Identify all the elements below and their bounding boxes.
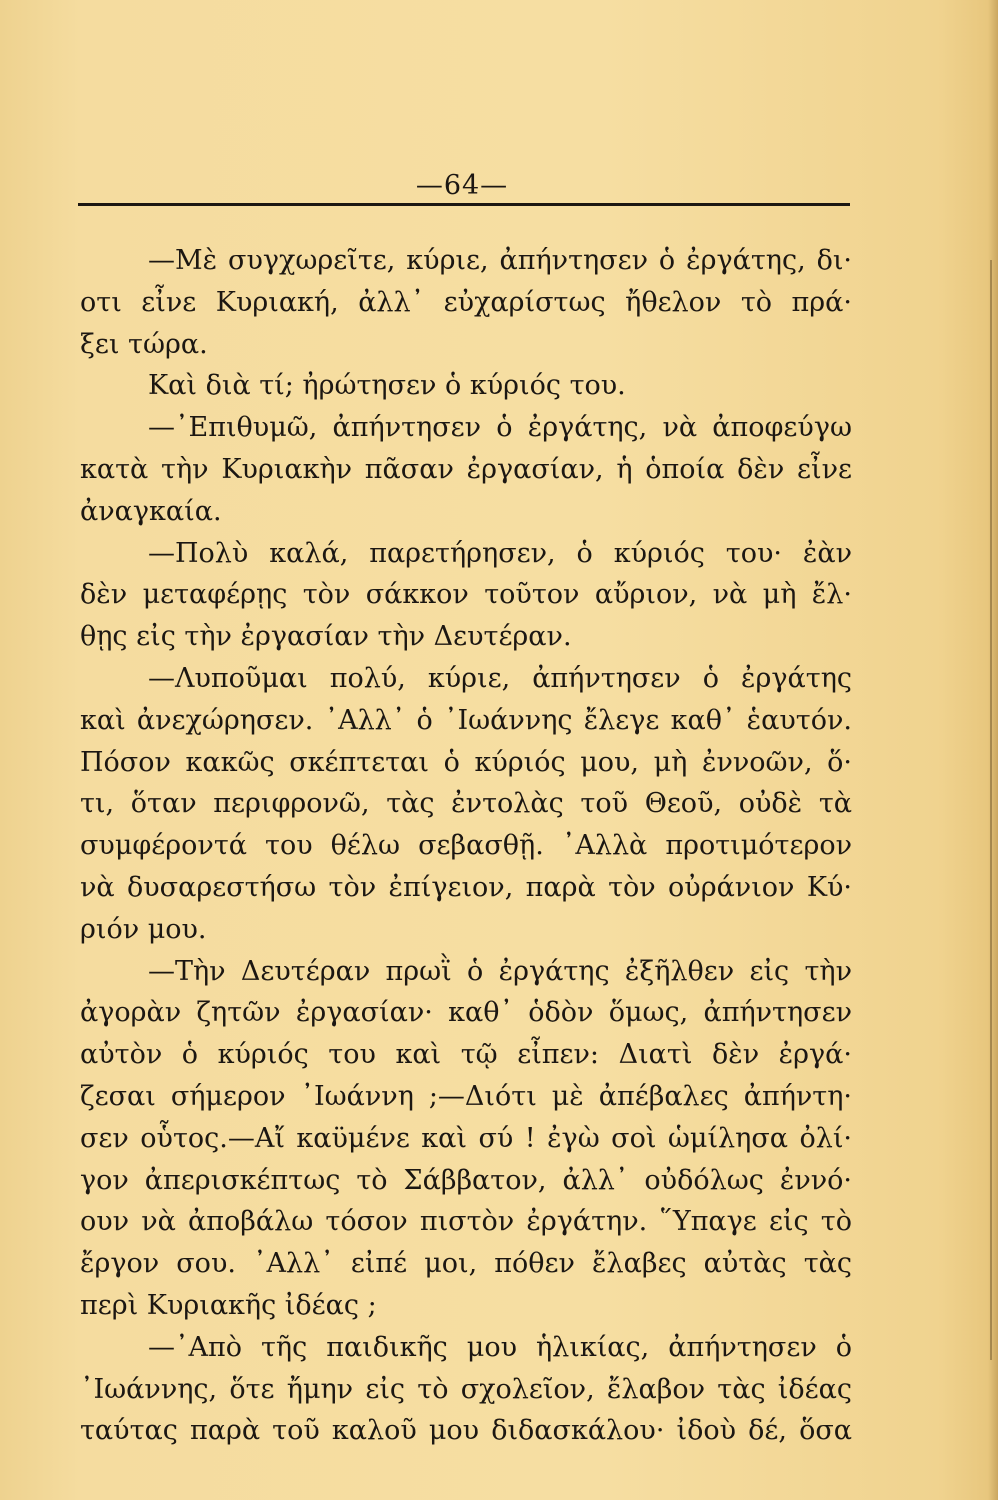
- text-line: συμφέροντά του θέλω σεβασθῇ. ᾽Αλλὰ προτιμότερον: [80, 830, 852, 862]
- text-line: —Μὲ συγχωρεῖτε, κύριε, ἀπήντησεν ὁ ἐργάτης, δι·: [148, 245, 852, 276]
- text-line: ουν νὰ ἀποβάλω τόσον πιστὸν ἐργάτην. ῞Υπαγε εἰς τὸ: [80, 1206, 852, 1238]
- text-line: ταύτας παρὰ τοῦ καλοῦ μου διδασκάλου· ἰδοὺ δέ, ὅσα: [80, 1415, 852, 1447]
- text-line: αὐτὸν ὁ κύριός του καὶ τῷ εἶπεν: Διατὶ δὲν ἐργά·: [80, 1039, 852, 1071]
- text-line: Πόσον κακῶς σκέπτεται ὁ κύριός μου, μὴ ἐννοῶν, ὅ·: [80, 746, 852, 778]
- text-line: ἀγορὰν ζητῶν ἐργασίαν· καθ᾽ ὁδὸν ὅμως, ἀπήντησεν: [80, 997, 852, 1029]
- text-line: —᾽Απὸ τῆς παιδικῆς μου ἡλικίας, ἀπήντησεν ὁ: [148, 1331, 852, 1363]
- text-line: ᾽Ιωάννης, ὅτε ἤμην εἰς τὸ σχολεῖον, ἔλαβον τὰς ἰδέας: [80, 1373, 852, 1405]
- text-line: ἀναγκαία.: [80, 495, 222, 527]
- text-line: —Λυποῦμαι πολύ, κύριε, ἀπήντησεν ὁ ἐργάτης: [148, 662, 852, 694]
- text-line: Καὶ διὰ τί; ἠρώτησεν ὁ κύριός του.: [148, 370, 626, 402]
- text-line: τι, ὅταν περιφρονῶ, τὰς ἐντολὰς τοῦ Θεοῦ, οὐδὲ τὰ: [80, 788, 852, 820]
- page-edge-line: [990, 260, 992, 1360]
- header-rule: [78, 203, 850, 206]
- text-line: οτι εἶνε Κυριακή, ἀλλ᾽ εὐχαρίστως ἤθελον τὸ πρά·: [80, 286, 852, 318]
- text-line: κατὰ τὴν Κυριακὴν πᾶσαν ἐργασίαν, ἡ ὁποία δὲν εἶνε: [80, 453, 852, 485]
- text-line: ριόν μου.: [80, 913, 207, 945]
- text-line: ἔργον σου. ᾽Αλλ᾽ εἰπέ μοι, πόθεν ἔλαβες αὐτὰς τὰς: [80, 1248, 852, 1280]
- text-line: ξει τώρα.: [80, 328, 208, 360]
- text-line: γον ἀπερισκέπτως τὸ Σάββατον, ἀλλ᾽ οὐδόλως ἐννό·: [80, 1164, 852, 1196]
- text-line: —Τὴν Δευτέραν πρωῒ ὁ ἐργάτης ἐξῆλθεν εἰς τὴν: [148, 955, 852, 987]
- text-line: θῃς εἰς τὴν ἐργασίαν τὴν Δευτέραν.: [80, 621, 572, 653]
- text-line: περὶ Κυριακῆς ἰδέας ;: [80, 1289, 377, 1321]
- text-line: —Πολὺ καλά, παρετήρησεν, ὁ κύριός του· ἐὰν: [148, 537, 852, 569]
- text-line: καὶ ἀνεχώρησεν. ᾽Αλλ᾽ ὁ ᾽Ιωάννης ἔλεγε καθ᾽ ἑαυτόν.: [80, 704, 852, 736]
- text-line: νὰ δυσαρεστήσω τὸν ἐπίγειον, παρὰ τὸν οὐράνιον Κύ·: [80, 871, 852, 903]
- text-line: —᾽Επιθυμῶ, ἀπήντησεν ὁ ἐργάτης, νὰ ἀποφεύγω: [148, 412, 852, 444]
- text-line: δὲν μεταφέρῃς τὸν σάκκον τοῦτον αὔριον, νὰ μὴ ἔλ·: [80, 579, 852, 611]
- page-number: —64—: [415, 170, 509, 201]
- body-text: [80, 240, 852, 1452]
- text-line: σεν οὗτος.—Αἴ καϋμένε καὶ σύ ! ἐγὼ σοὶ ὡμίλησα ὀλί·: [80, 1122, 852, 1154]
- text-line: ζεσαι σήμερον ᾽Ιωάννη ;—Διότι μὲ ἀπέβαλες ἀπήντη·: [80, 1080, 852, 1112]
